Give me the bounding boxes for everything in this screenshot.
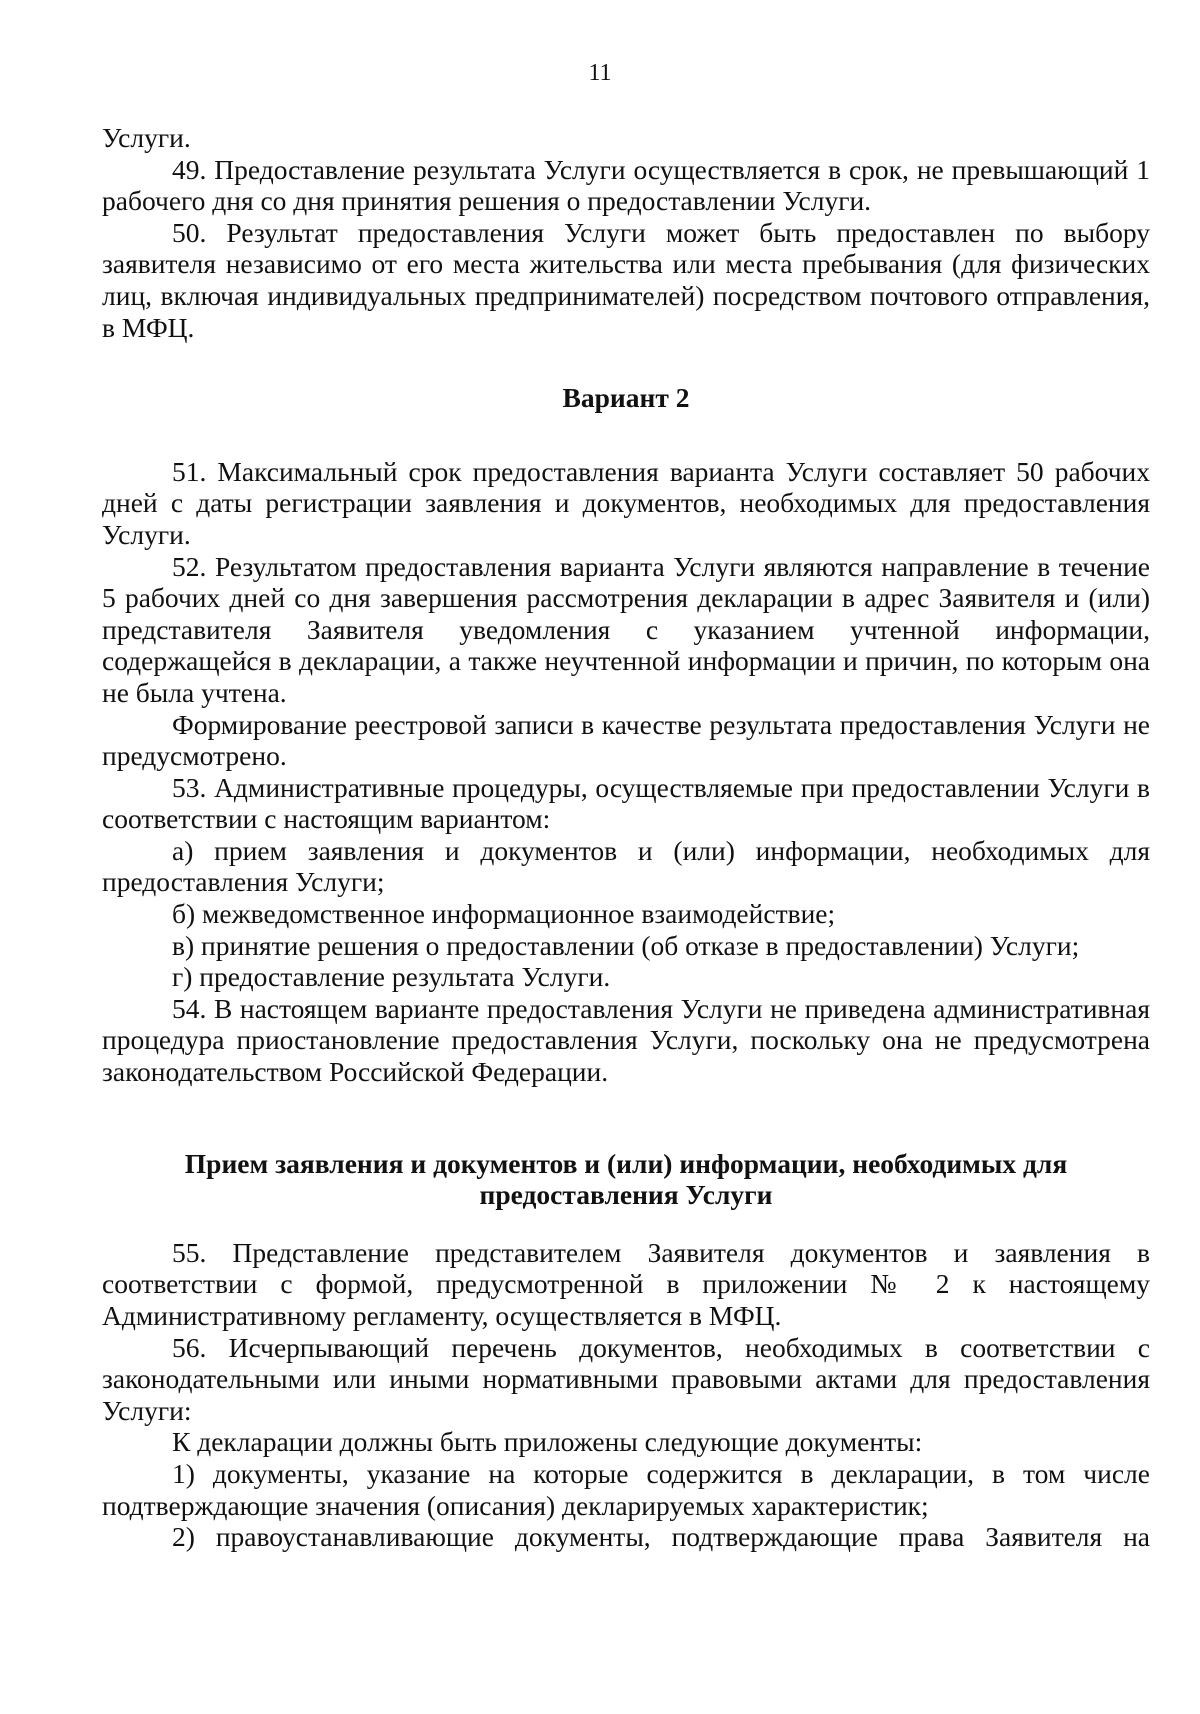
paragraph-49: 49. Предоставление результата Услуги осуществляется в срок, не превышающий 1 рабочего дня со дня принятия решения о предоставлении Услуги.	[102, 153, 1150, 217]
list-item-53d: г) предоставление результата Услуги.	[172, 961, 611, 993]
list-item-56-2: 2) правоустанавливающие документы, подтверждающие права Заявителя на	[172, 1521, 1150, 1553]
paragraph-55: 55. Представление представителем Заявителя документов и заявления в соответствии с формой, предусмотренной в приложении № 2 к настоящему Административному регламенту, осуществляется в МФЦ.	[102, 1236, 1150, 1331]
document-body	[102, 122, 1150, 1553]
heading-section-line-2: предоставления Услуги	[479, 1179, 773, 1211]
paragraph-continuation: Услуги.	[102, 122, 191, 153]
list-item-53a: а) прием заявления и документов и (или) информации, необходимых для предоставления Услуги;	[102, 834, 1150, 898]
paragraph-52-registry: Формирование реестровой записи в качестве результата предоставления Услуги не предусмотрено.	[102, 708, 1150, 772]
paragraph-50: 50. Результат предоставления Услуги может быть предоставлен по выбору заявителя независимо от его места жительства или места пребывания (для физических лиц, включая индивидуальных предпринимателей) посредством почтового отправления, в МФЦ.	[102, 216, 1150, 343]
paragraph-56-intro: К декларации должны быть приложены следующие документы:	[172, 1426, 923, 1458]
list-item-53c: в) принятие решения о предоставлении (об отказе в предоставлении) Услуги;	[172, 929, 1080, 961]
paragraph-56: 56. Исчерпывающий перечень документов, необходимых в соответствии с законодательными или иными нормативными правовыми актами для предоставления Услуги:	[102, 1331, 1150, 1426]
list-item-53b: б) межведомственное информационное взаимодействие;	[172, 898, 836, 930]
heading-section-line-1: Прием заявления и документов и (или) информации, необходимых для	[184, 1147, 1068, 1179]
paragraph-53: 53. Административные процедуры, осуществляемые при предоставлении Услуги в соответствии с настоящим вариантом:	[102, 771, 1150, 835]
paragraph-52: 52. Результатом предоставления варианта Услуги являются направление в течение 5 рабочих дней со дня завершения рассмотрения декларации в адрес Заявителя и (или) представителя Заявителя уведомления с указанием учтенной информации, содержащейся в декларации, а также неучтенной информации и причин, по которым она не была учтена.	[102, 550, 1150, 708]
paragraph-51: 51. Максимальный срок предоставления варианта Услуги составляет 50 рабочих дней с даты регистрации заявления и документов, необходимых для предоставления Услуги.	[102, 455, 1150, 550]
paragraph-54: 54. В настоящем варианте предоставления Услуги не приведена административная процедура приостановление предоставления Услуги, поскольку она не предусмотрена законодательством Российской Федерации.	[102, 992, 1150, 1088]
page-number: 11	[588, 60, 612, 86]
heading-section-intake	[102, 1148, 1150, 1211]
heading-variant-2: Вариант 2	[562, 382, 690, 414]
list-item-56-1: 1) документы, указание на которые содержится в декларации, в том числе подтверждающие значения (описания) декларируемых характеристик;	[102, 1457, 1150, 1521]
